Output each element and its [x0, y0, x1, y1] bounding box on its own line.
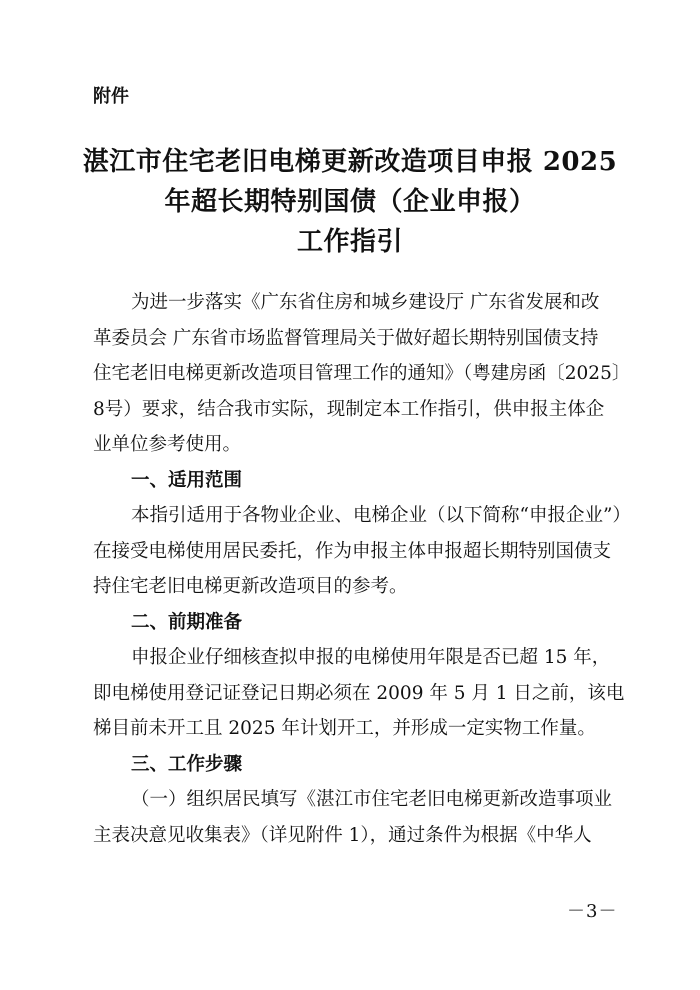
scope-line: 持住宅老旧电梯更新改造项目的参考。: [93, 576, 408, 597]
intro-line: 革委员会 广东省市场监督管理局关于做好超长期特别国债支持: [93, 327, 599, 349]
section-preparation-paragraph: [93, 640, 625, 747]
page-number: －3－: [567, 901, 618, 922]
preparation-line: 申报企业仔细核查拟申报的电梯使用年限是否已超 15 年，: [131, 647, 611, 668]
attachment-label: 附件: [93, 86, 129, 107]
intro-line: 为进一步落实《广东省住房和城乡建设厅 广东省发展和改: [131, 292, 600, 313]
steps-line: （一）组织居民填写《湛江市住宅老旧电梯更新改造事项业: [131, 789, 613, 810]
steps-line: 主表决意见收集表》（详见附件 1），通过条件为根据《中华人: [93, 824, 592, 846]
title-line-2: 年超长期特别国债（企业申报）: [164, 187, 536, 217]
intro-line: 业单位参考使用。: [93, 434, 242, 455]
section-heading-steps: 三、工作步骤: [131, 753, 243, 775]
title-line-1: 湛江市住宅老旧电梯更新改造项目申报 2025: [82, 147, 618, 177]
document-body: [93, 285, 631, 853]
section-heading-scope: 一、适用范围: [131, 469, 243, 491]
preparation-line: 梯目前未开工且 2025 年计划开工，并形成一定实物工作量。: [93, 718, 596, 739]
intro-line: 住宅老旧电梯更新改造项目管理工作的通知》（粤建房函〔2025〕: [93, 363, 631, 384]
title-line-3: 工作指引: [296, 227, 403, 257]
section-heading-preparation: 二、前期准备: [131, 611, 243, 633]
section-steps-paragraph: [93, 782, 613, 853]
intro-paragraph: [93, 285, 631, 463]
document-title: [60, 142, 640, 262]
scope-line: 本指引适用于各物业企业、电梯企业（以下简称“申报企业”）: [131, 505, 631, 526]
scope-line: 在接受电梯使用居民委托，作为申报主体申报超长期特别国债支: [93, 540, 612, 562]
preparation-line: 即电梯使用登记证登记日期必须在 2009 年 5 月 1 日之前，该电: [93, 682, 625, 704]
section-scope-paragraph: [93, 498, 631, 605]
intro-line: 8号）要求，结合我市实际，现制定本工作指引，供申报主体企: [93, 398, 605, 420]
